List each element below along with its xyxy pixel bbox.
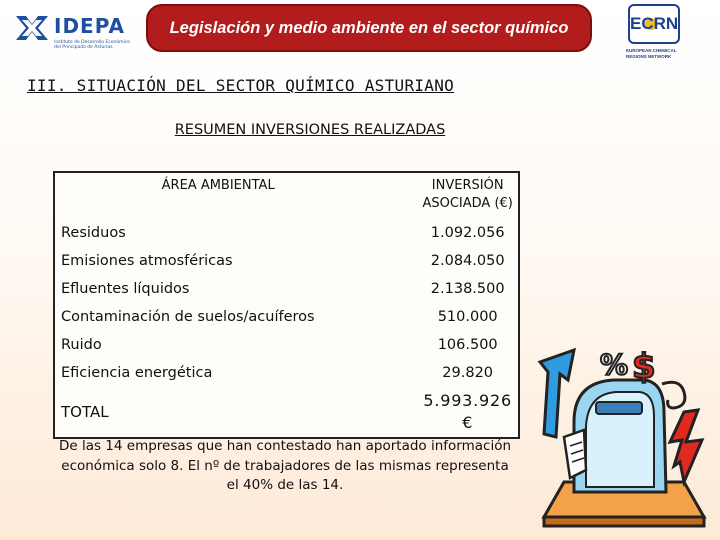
column-header-investment: [417, 172, 519, 219]
dollar-symbol: $: [632, 347, 656, 387]
table-row: [54, 331, 519, 359]
ecrn-subtitle: EUROPEAN CHEMICAL REGIONS NETWORK: [626, 48, 677, 59]
table-subheading: RESUMEN INVERSIONES REALIZADAS: [174, 122, 446, 138]
column-header-investment-line1: INVERSIÓN: [431, 178, 504, 193]
footnote: De las 14 empresas que han contestado han aportado información económica solo 8. El nº de trabajadores de las mismas representa el 40% de las 14.: [58, 438, 512, 493]
column-header-investment-line2: ASOCIADA (€): [422, 196, 513, 211]
row-area: Residuos: [61, 225, 126, 241]
up-arrow-icon: [540, 350, 574, 437]
row-area: Contaminación de suelos/acuíferos: [61, 309, 315, 325]
row-value: 510.000: [437, 309, 498, 325]
presentation-title-banner: [146, 4, 592, 52]
presentation-title: Legislación y medio ambiente en el sector químico: [169, 18, 569, 37]
total-label: TOTAL: [61, 403, 109, 421]
cash-register-finance-icon: [534, 342, 712, 530]
row-value: 2.084.050: [430, 253, 505, 269]
table-row: [54, 275, 519, 303]
ecrn-logo-frame: [628, 4, 680, 44]
row-area: Ruido: [61, 337, 102, 353]
row-value: 106.500: [437, 337, 498, 353]
column-header-area: ÁREA AMBIENTAL: [161, 178, 275, 193]
ecrn-wordmark: ECRN: [630, 14, 679, 33]
ecrn-logo: [622, 4, 688, 66]
row-value: 2.138.500: [430, 281, 505, 297]
table-row: [54, 359, 519, 387]
total-value: 5.993.926 €: [423, 391, 512, 432]
row-value: 1.092.056: [430, 225, 505, 241]
table-total-row: [54, 387, 519, 438]
idepa-subtitle: Instituto de Desarrollo Económico del Principado de Asturias: [54, 40, 130, 50]
idepa-logo-mark-icon: [14, 12, 50, 42]
table-row: [54, 219, 519, 247]
row-area: Emisiones atmosféricas: [61, 253, 233, 269]
percent-symbol: %: [600, 348, 629, 381]
row-value: 29.820: [442, 365, 494, 381]
down-arrow-icon: [670, 410, 702, 482]
investments-table: [53, 171, 520, 439]
section-heading: III. SITUACIÓN DEL SECTOR QUÍMICO ASTURIANO: [27, 76, 455, 95]
table-row: [54, 247, 519, 275]
row-area: Eficiencia energética: [61, 365, 213, 381]
idepa-logo: [14, 10, 139, 58]
idepa-wordmark: IDEPA: [54, 14, 126, 38]
table-header-row: [54, 172, 519, 219]
table-row: [54, 303, 519, 331]
row-area: Efluentes líquidos: [61, 281, 190, 297]
